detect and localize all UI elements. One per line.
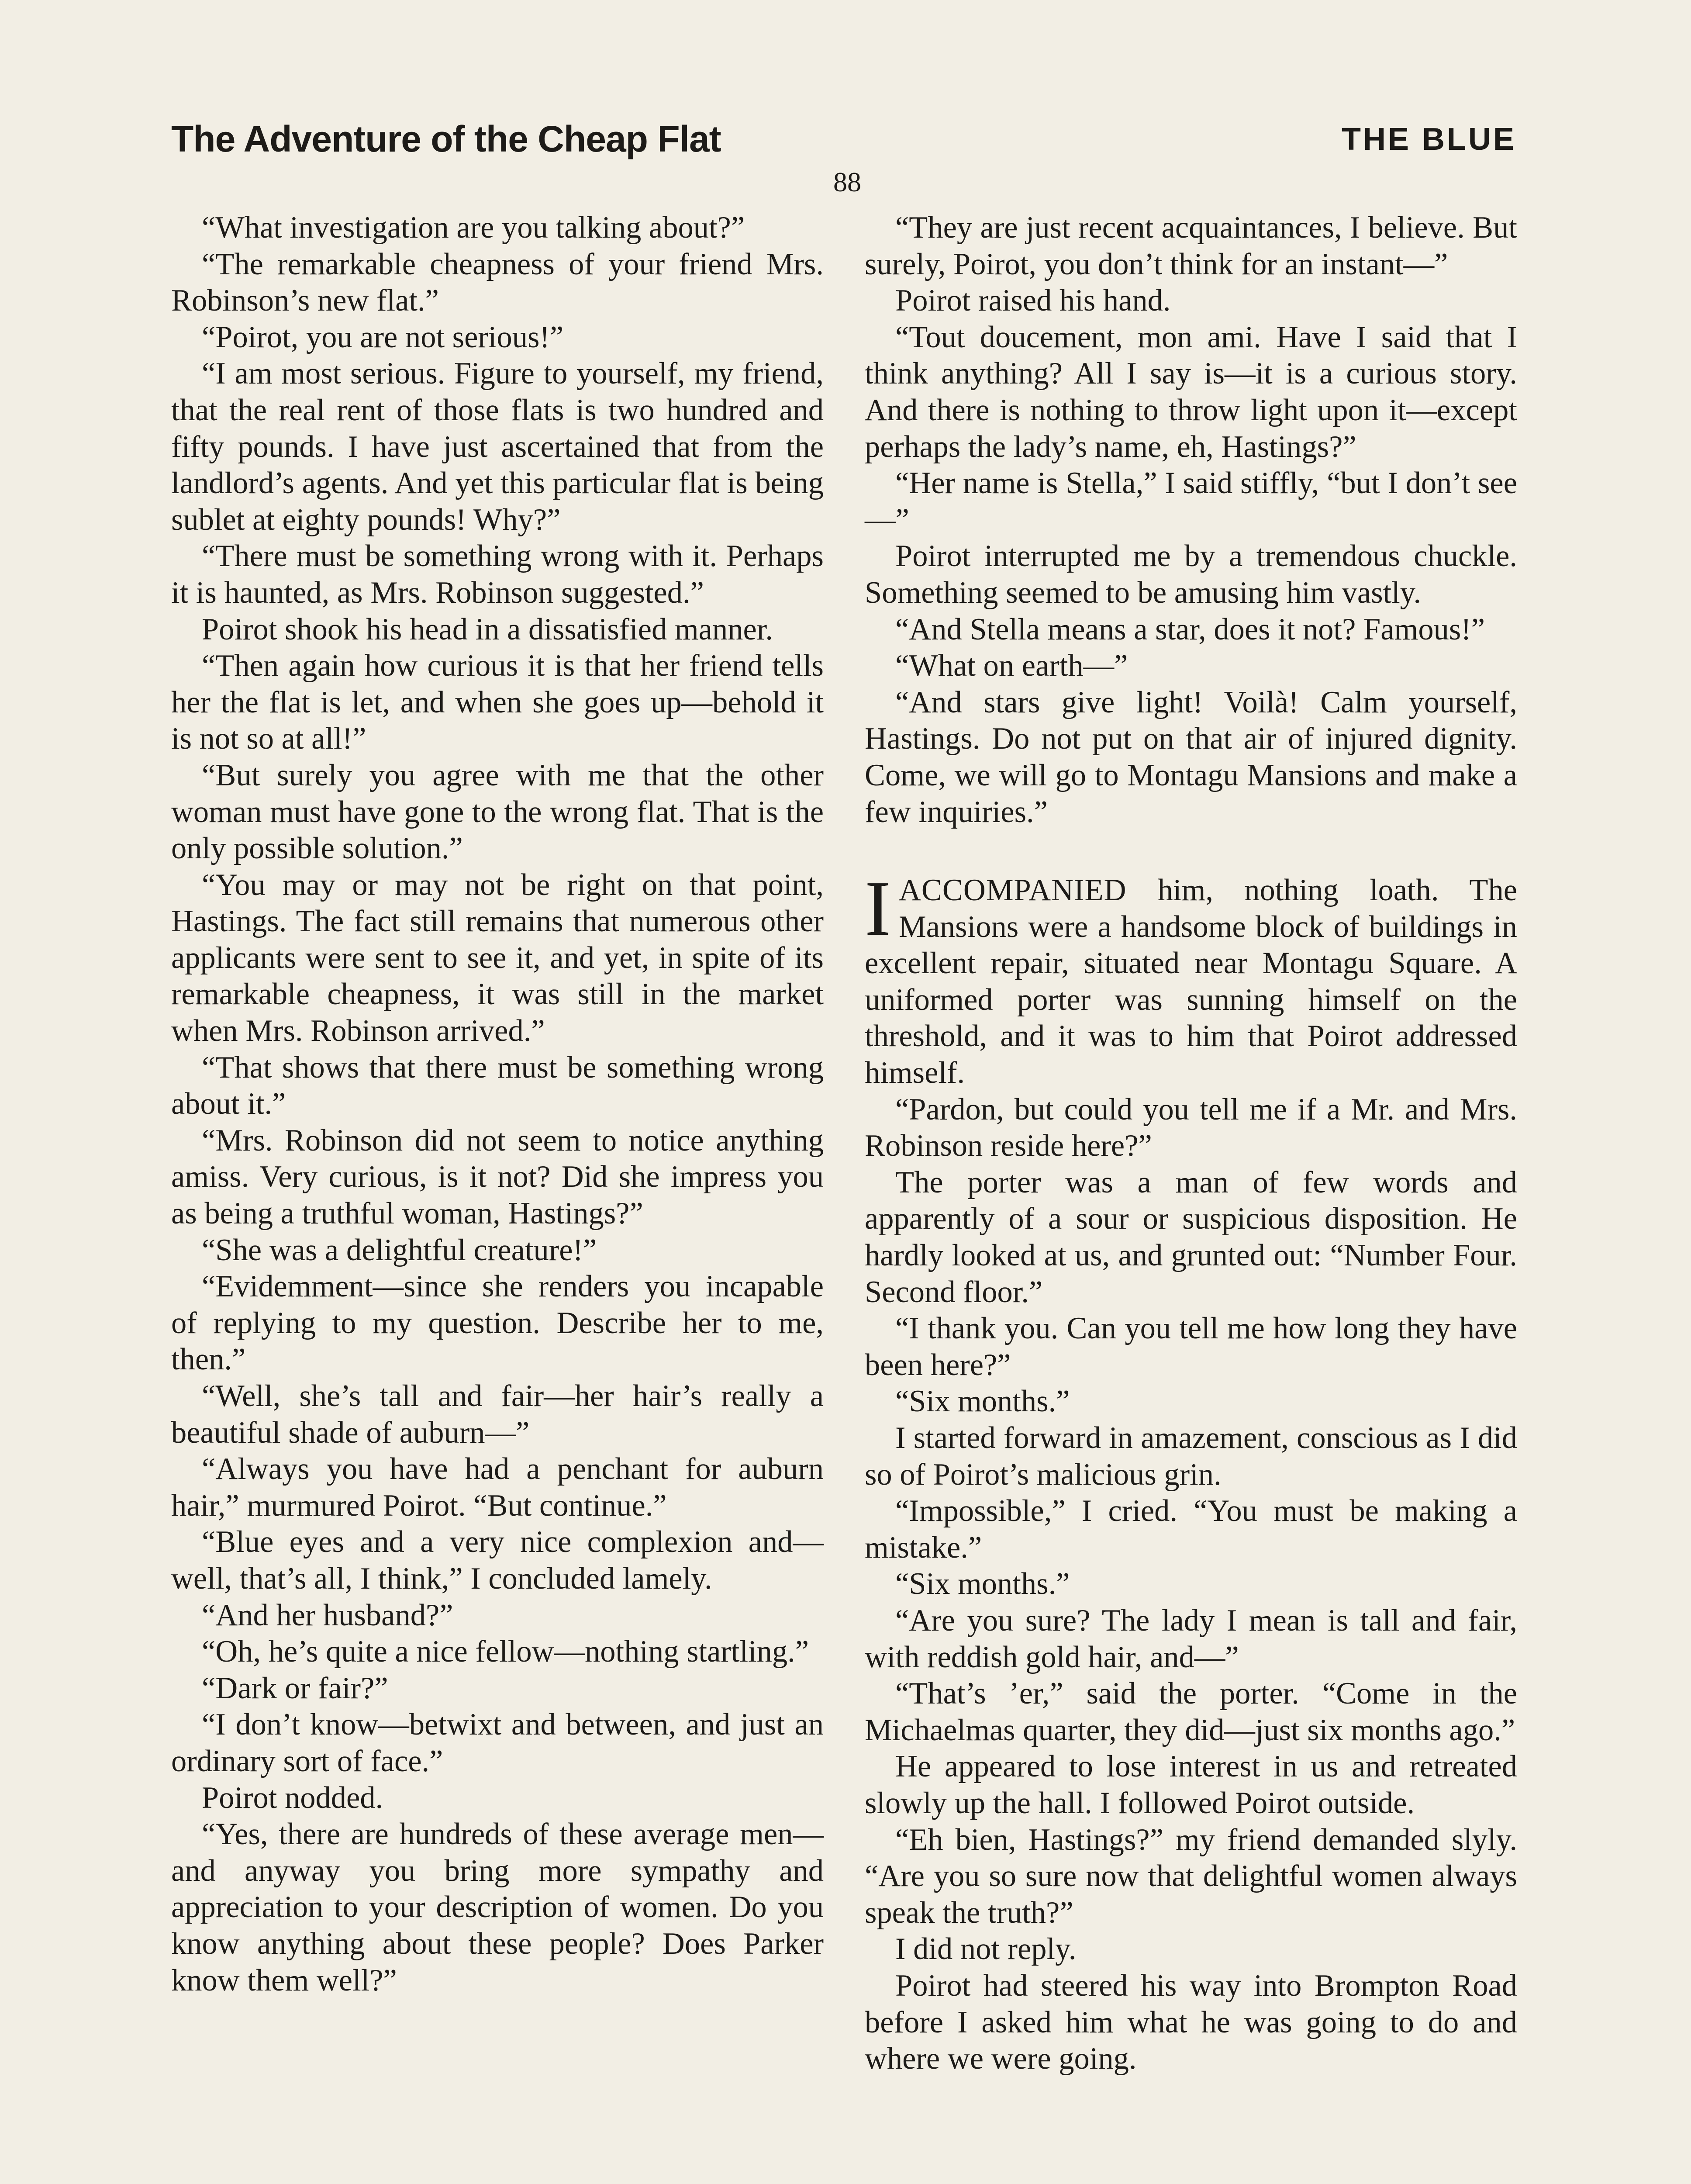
paragraph: “And stars give light! Voilà! Calm yourself, Hastings. Do not put on that air of injured dignity. Come, we will go to Montagu Mansions and make a few inquiries.” (865, 685, 1517, 829)
paragraph: “What investigation are you talking about?” (202, 211, 745, 245)
paragraph: “Tout doucement, mon ami. Have I said that I think anything? All I say is—it is a curious story. And there is nothing to throw light upon it—except perhaps the lady’s name, eh, Hastings?” (865, 320, 1517, 464)
paragraph: Poirot nodded. (202, 1780, 383, 1815)
drop-cap: I (865, 865, 891, 952)
paragraph: “There must be something wrong with it. Perhaps it is haunted, as Mrs. Robinson suggested.” (171, 539, 824, 610)
paragraph: “She was a delightful creature!” (202, 1233, 597, 1267)
paragraph: “Well, she’s tall and fair—her hair’s really a beautiful shade of auburn—” (171, 1379, 824, 1450)
paragraph: “But surely you agree with me that the other woman must have gone to the wrong flat. That is the only possible solution.” (171, 758, 824, 866)
paragraph: “I don’t know—betwixt and between, and just an ordinary sort of face.” (171, 1707, 824, 1778)
opening-caps: ACCOMPANIED (898, 873, 1127, 908)
paragraph: “Always you have had a penchant for auburn hair,” murmured Poirot. “But continue.” (171, 1452, 824, 1523)
opening-text: him, nothing loath. The Mansions were a handsome block of buildings in excellent repair, situated near Montagu Square. A uniformed porter was sunning himself on the threshold, and it was to him that Poirot addressed himself. (865, 873, 1517, 1090)
paragraph: “Impossible,” I cried. “You must be making a mistake.” (865, 1494, 1517, 1565)
magazine-name: THE BLUE (1342, 122, 1516, 157)
paragraph: “What on earth—” (895, 649, 1128, 683)
paragraph: “And Stella means a star, does it not? Famous!” (895, 612, 1485, 646)
paragraph: “That’s ’er,” said the porter. “Come in the Michaelmas quarter, they did—just six months ago.” (865, 1676, 1517, 1747)
paragraph: “Then again how curious it is that her friend tells her the flat is let, and when she goes up—behold it is not so at all!” (171, 649, 824, 756)
running-title: The Adventure of the Cheap Flat (171, 118, 721, 159)
section-opening-paragraph (865, 865, 1517, 1092)
left-column (171, 210, 824, 1999)
page-number: 88 (833, 166, 861, 197)
paragraph: “Her name is Stella,” I said stiffly, “but I don’t see—” (865, 466, 1517, 537)
paragraph: “The remarkable cheapness of your friend Mrs. Robinson’s new flat.” (171, 247, 824, 318)
paragraph: “Six months.” (895, 1567, 1070, 1601)
paragraph: “Blue eyes and a very nice complexion and—well, that’s all, I think,” I concluded lamely. (171, 1525, 824, 1596)
paragraph: I did not reply. (895, 1932, 1077, 1966)
paragraph: “And her husband?” (202, 1598, 453, 1632)
paragraph: I started forward in amazement, conscious as I did so of Poirot’s malicious grin. (865, 1421, 1517, 1492)
paragraph: “Are you sure? The lady I mean is tall and fair, with reddish gold hair, and—” (865, 1603, 1517, 1674)
paragraph: “I am most serious. Figure to yourself, my friend, that the real rent of those flats is two hundred and fifty pounds. I have just ascertained that from the landlord’s agents. And yet this particular flat is being sublet at eighty pounds! Why?” (171, 356, 824, 537)
paragraph: “I thank you. Can you tell me how long they have been here?” (865, 1311, 1517, 1382)
paragraph: “Poirot, you are not serious!” (202, 320, 564, 354)
paragraph: “Dark or fair?” (202, 1671, 388, 1705)
paragraph: “They are just recent acquaintances, I believe. But surely, Poirot, you don’t think for an instant—” (865, 211, 1517, 281)
right-column (865, 210, 1517, 2077)
paragraph: Poirot had steered his way into Brompton Road before I asked him what he was going to do and where we were going. (865, 1968, 1517, 2076)
paragraph: “Oh, he’s quite a nice fellow—nothing startling.” (202, 1635, 809, 1669)
paragraph: Poirot raised his hand. (895, 283, 1171, 318)
paragraph: “That shows that there must be something wrong about it.” (171, 1050, 824, 1121)
paragraph: He appeared to lose interest in us and retreated slowly up the hall. I followed Poirot outside. (865, 1749, 1517, 1820)
paragraph: “Eh bien, Hastings?” my friend demanded slyly. “Are you so sure now that delightful women always speak the truth?” (865, 1822, 1517, 1930)
paragraph: “Yes, there are hundreds of these average men—and anyway you bring more sympathy and appreciation to your description of women. Do you know anything about these people? Does Parker know them well?” (171, 1817, 824, 1997)
paragraph: “Evidemment—since she renders you incapable of replying to my question. Describe her to me, then.” (171, 1269, 824, 1377)
paragraph: “You may or may not be right on that point, Hastings. The fact still remains that numerous other applicants were sent to see it, and yet, in spite of its remarkable cheapness, it was still in the market when Mrs. Robinson arrived.” (171, 867, 824, 1048)
paragraph: Poirot interrupted me by a tremendous chuckle. Something seemed to be amusing him vastly. (865, 539, 1517, 610)
paragraph: “Mrs. Robinson did not seem to notice anything amiss. Very curious, is it not? Did she impress you as being a truthful woman, Hastings?” (171, 1123, 824, 1231)
paragraph: “Pardon, but could you tell me if a Mr. and Mrs. Robinson reside here?” (865, 1092, 1517, 1163)
paragraph: “Six months.” (895, 1384, 1070, 1419)
paragraph: Poirot shook his head in a dissatisfied manner. (202, 612, 773, 646)
paragraph: The porter was a man of few words and apparently of a sour or suspicious disposition. He hardly looked at us, and grunted out: “Number Four. Second floor.” (865, 1165, 1517, 1309)
